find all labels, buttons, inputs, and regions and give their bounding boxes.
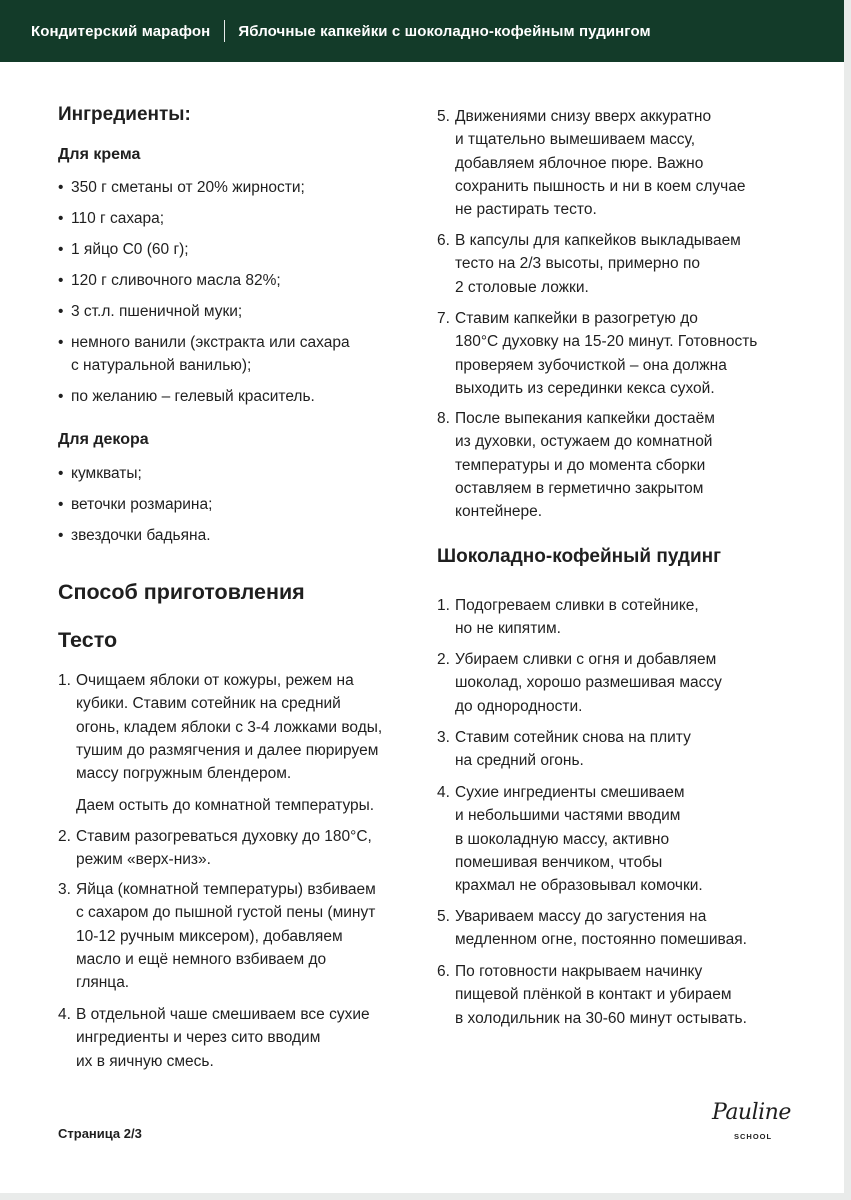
- bullet-text: веточки розмарина;: [71, 496, 213, 513]
- step-text: масло и ещё немного взбиваем до: [76, 950, 327, 968]
- step-number: 5.: [437, 908, 450, 925]
- step-number: 6.: [437, 232, 450, 249]
- bullet-text: 1 яйцо С0 (60 г);: [71, 241, 189, 258]
- step-number: 3.: [58, 881, 71, 898]
- step-text: После выпекания капкейки достаём: [455, 410, 715, 427]
- pudding-step: [437, 905, 817, 952]
- step-text: добавляем яблочное пюре. Важно: [455, 154, 704, 172]
- bullet-dot: •: [58, 272, 64, 289]
- step-number: 3.: [437, 729, 450, 746]
- cream-ingredient: [58, 331, 418, 378]
- dough-step: [58, 794, 438, 817]
- dough-step: [437, 307, 817, 400]
- step-text: в шоколадную массу, активно: [455, 830, 670, 848]
- dough-step: [58, 1003, 438, 1073]
- cream-ingredient: [58, 300, 418, 323]
- cream-ingredient: [58, 385, 418, 408]
- step-text: 10-12 ручным миксером), добавляем: [76, 927, 343, 945]
- step-number: 2.: [58, 828, 71, 845]
- dough-step: [58, 825, 438, 872]
- step-number: 4.: [58, 1006, 71, 1023]
- step-number: 6.: [437, 963, 450, 980]
- step-number: 1.: [58, 672, 71, 689]
- step-text: 180°C духовку на 15-20 минут. Готовность: [455, 333, 758, 351]
- bullet-dot: •: [58, 303, 64, 320]
- bullet-text: немного ванили (экстракта или сахара: [71, 334, 350, 351]
- cream-ingredient: [58, 176, 418, 199]
- step-text: до однородности.: [455, 697, 583, 715]
- bullet-dot: •: [58, 334, 64, 351]
- step-text: тушим до размягчения и далее пюрируем: [76, 741, 379, 759]
- dough-step: [58, 878, 438, 995]
- step-text: ингредиенты и через сито вводим: [76, 1029, 321, 1047]
- cream-ingredient: [58, 207, 418, 230]
- step-text: Ставим капкейки в разогретую до: [455, 310, 698, 327]
- step-text: Яйца (комнатной температуры) взбиваем: [76, 881, 376, 898]
- bullet-text: кумкваты;: [71, 465, 142, 482]
- step-text: температуры и до момента сборки: [455, 456, 706, 474]
- bullet-text: 350 г сметаны от 20% жирности;: [71, 179, 305, 196]
- step-text: В отдельной чаше смешиваем все сухие: [76, 1006, 370, 1023]
- pauline-school-logo: [712, 1100, 796, 1144]
- step-text: глянца.: [76, 974, 130, 992]
- step-text: крахмал не образовывал комочки.: [455, 877, 703, 895]
- header-divider: [224, 20, 225, 42]
- step-text: на средний огонь.: [455, 752, 584, 770]
- decor-subtitle: Для декора: [58, 431, 149, 448]
- page-header: [0, 0, 844, 62]
- dough-title: Тесто: [58, 628, 118, 652]
- pudding-step: [437, 960, 817, 1030]
- decor-ingredient: [58, 524, 418, 547]
- step-text: кубики. Ставим сотейник на средний: [76, 695, 341, 713]
- dough-step: [437, 105, 817, 222]
- cream-ingredient: [58, 269, 418, 292]
- step-text: и тщательно вымешиваем массу,: [455, 131, 696, 149]
- step-text: их в яичную смесь.: [76, 1052, 214, 1070]
- method-title: Способ приготовления: [58, 580, 305, 604]
- pudding-step: [437, 648, 817, 718]
- step-text: пищевой плёнкой в контакт и убираем: [455, 986, 732, 1004]
- bullet-text: по желанию – гелевый краситель.: [71, 388, 315, 405]
- pudding-step: [437, 594, 817, 641]
- decor-ingredient: [58, 493, 418, 516]
- logo-school: SCHOOL: [734, 1132, 773, 1141]
- step-text: не растирать тесто.: [455, 201, 597, 219]
- bullet-dot: •: [58, 179, 64, 196]
- step-text: В капсулы для капкейков выкладываем: [455, 232, 741, 249]
- step-text: контейнере.: [455, 503, 543, 521]
- step-number: 2.: [437, 651, 450, 668]
- decor-ingredient: [58, 462, 418, 485]
- step-text: Увариваем массу до загустения на: [455, 908, 707, 925]
- bullet-dot: •: [58, 527, 64, 544]
- step-text: режим «верх-низ».: [76, 851, 211, 869]
- step-text: в холодильник на 30-60 минут остывать.: [455, 1009, 747, 1027]
- bullet-dot: •: [58, 465, 64, 482]
- pudding-step: [437, 781, 817, 898]
- pudding-step: [437, 726, 817, 773]
- step-number: 8.: [437, 410, 450, 427]
- step-number: 1.: [437, 597, 450, 614]
- step-text: По готовности накрываем начинку: [455, 963, 703, 980]
- step-text: массу погружным блендером.: [76, 765, 292, 783]
- bullet-text: 110 г сахара;: [71, 210, 165, 227]
- step-text: Даем остыть до комнатной температуры.: [76, 797, 375, 814]
- step-number: 5.: [437, 108, 450, 125]
- step-text: Ставим разогреваться духовку до 180°C,: [76, 828, 372, 845]
- step-text: и небольшими частями вводим: [455, 807, 681, 825]
- step-text: тесто на 2/3 высоты, примерно по: [455, 255, 700, 273]
- step-text: Ставим сотейник снова на плиту: [455, 729, 691, 746]
- bullet-dot: •: [58, 241, 64, 258]
- step-text: помешивая венчиком, чтобы: [455, 853, 663, 871]
- bullet-text: с натуральной ванилью);: [71, 357, 252, 375]
- step-text: медленном огне, постоянно помешивая.: [455, 931, 747, 949]
- step-text: 2 столовые ложки.: [455, 278, 589, 296]
- step-text: с сахаром до пышной густой пены (минут: [76, 904, 376, 922]
- step-text: проверяем зубочисткой – она должна: [455, 356, 727, 374]
- bullet-dot: •: [58, 496, 64, 513]
- dough-step: [437, 407, 817, 524]
- step-text: Очищаем яблоки от кожуры, режем на: [76, 672, 354, 689]
- step-text: Движениями снизу вверх аккуратно: [455, 108, 712, 125]
- step-text: выходить из серединки кекса сухой.: [455, 379, 715, 397]
- step-number: 7.: [437, 310, 450, 327]
- step-number: 4.: [437, 784, 450, 801]
- bullet-text: звездочки бадьяна.: [71, 527, 211, 544]
- step-text: огонь, кладем яблоки с 3-4 ложками воды,: [76, 718, 383, 736]
- cream-subtitle: Для крема: [58, 146, 141, 163]
- bullet-dot: •: [58, 388, 64, 405]
- cream-ingredient: [58, 238, 418, 261]
- step-text: сохранить пышность и ни в коем случае: [455, 177, 746, 195]
- dough-step: [58, 669, 438, 786]
- dough-step: [437, 229, 817, 299]
- bullet-text: 120 г сливочного масла 82%;: [71, 272, 281, 289]
- step-text: Убираем сливки с огня и добавляем: [455, 651, 717, 668]
- step-text: Подогреваем сливки в сотейнике,: [455, 597, 699, 614]
- step-text: но не кипятим.: [455, 620, 561, 638]
- bullet-dot: •: [58, 210, 64, 227]
- page-number: Страница 2/3: [58, 1126, 142, 1141]
- step-text: Сухие ингредиенты смешиваем: [455, 784, 685, 801]
- header-brand: Кондитерский марафон: [31, 22, 211, 40]
- header-title: Яблочные капкейки с шоколадно-кофейным пудингом: [238, 22, 651, 40]
- logo-script: Pauline: [712, 1100, 791, 1125]
- bullet-text: 3 ст.л. пшеничной муки;: [71, 303, 243, 320]
- step-text: шоколад, хорошо размешивая массу: [455, 674, 722, 692]
- step-text: оставляем в герметично закрытом: [455, 479, 704, 497]
- ingredients-title: Ингредиенты:: [58, 104, 191, 125]
- pudding-title: Шоколадно-кофейный пудинг: [437, 546, 722, 567]
- step-text: из духовки, остужаем до комнатной: [455, 433, 713, 451]
